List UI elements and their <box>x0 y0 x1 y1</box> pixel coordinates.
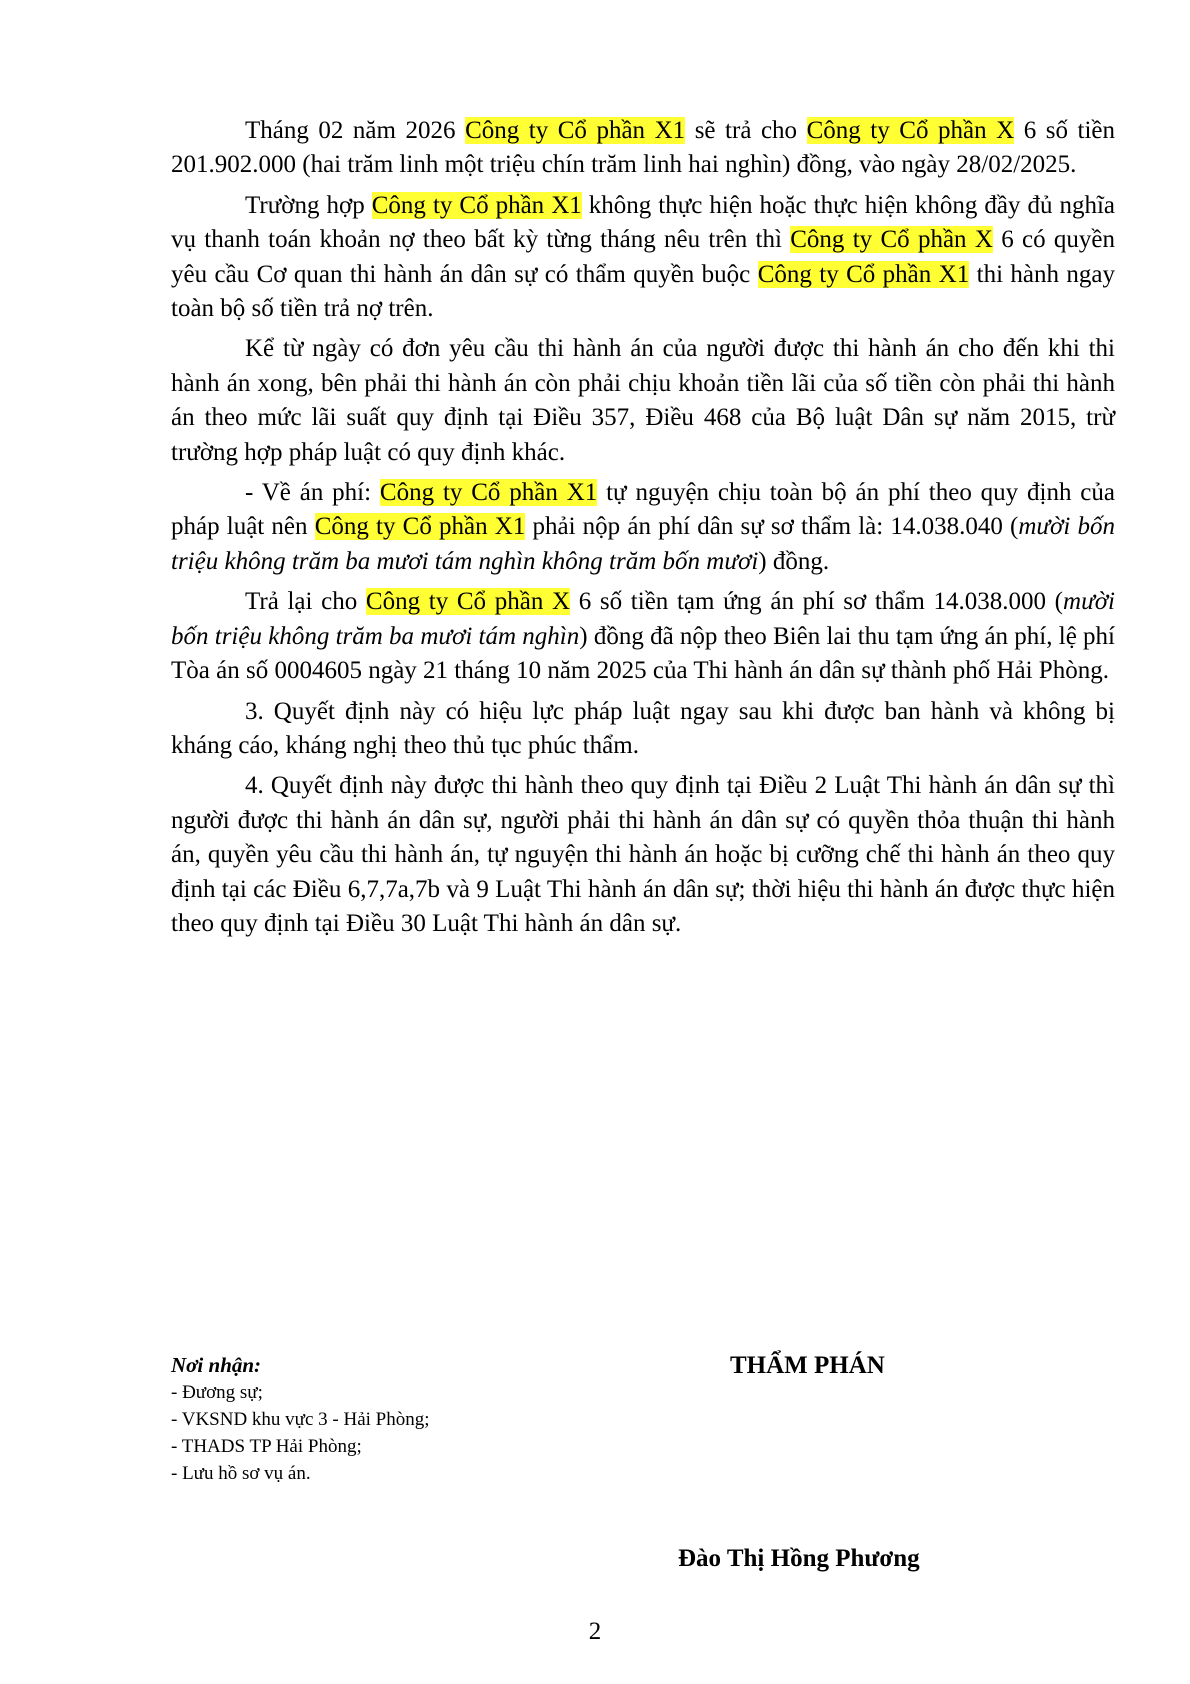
body-paragraph <box>171 189 1115 327</box>
paragraph-text: 3. Quyết định này có hiệu lực pháp luật ngay sau khi được ban hành và không bị kháng cáo, kháng nghị theo thủ tục phúc thẩm. <box>171 697 1115 759</box>
body-paragraph <box>171 585 1115 688</box>
recipient-item: - THADS TP Hải Phòng; <box>171 1436 362 1457</box>
recipient-item: - VKSND khu vực 3 - Hải Phòng; <box>171 1409 430 1430</box>
paragraph-text: Kể từ ngày có đơn yêu cầu thi hành án của người được thi hành án cho đến khi thi hành án xong, bên phải thi hành án còn phải chịu khoản tiền lãi của số tiền còn phải thi hành án theo mức lãi suất quy định tại Điều 357, Điều 468 của Bộ luật Dân sự năm 2015, trừ trường hợp pháp luật có quy định khác. <box>171 335 1115 466</box>
highlighted-party-name: Công ty Cổ phần X <box>365 588 571 616</box>
body-paragraph <box>171 332 1115 470</box>
paragraph-text: thi hành ngay toàn bộ số tiền trả nợ trên. <box>171 260 1116 323</box>
paragraph-text: 6 số tiền tạm ứng án phí sơ thẩm 14.038.000 ( <box>570 588 1064 616</box>
paragraph-text: - Về án phí: <box>245 479 380 507</box>
paragraph-text: Trường hợp <box>245 191 372 219</box>
body-paragraph <box>171 114 1115 183</box>
decision-body <box>171 114 1115 941</box>
highlighted-party-name: Công ty Cổ phần X <box>790 226 993 254</box>
paragraph-text: 6 số tiền 201.902.000 (hai trăm linh một triệu chín trăm linh hai nghìn) đồng, vào ngày 28/02/2025. <box>171 117 1116 179</box>
judge-name: Đào Thị Hồng Phương <box>678 1545 920 1572</box>
paragraph-text: ) đồng đã nộp theo Biên lai thu tạm ứng án phí, lệ phí Tòa án số 0004605 ngày 21 tháng 10 năm 2025 của Thi hành án dân sự thành phố Hải Phòng. <box>171 622 1115 685</box>
paragraph-text: không thực hiện hoặc thực hiện không đầy đủ nghĩa vụ thanh toán khoản nợ theo bất kỳ từng tháng nêu trên thì <box>171 191 1116 254</box>
page-number: 2 <box>588 1618 602 1645</box>
judge-title: THẨM PHÁN <box>730 1352 885 1379</box>
paragraph-text: tự nguyện chịu toàn bộ án phí theo quy định của pháp luật nên <box>171 479 1115 541</box>
recipients-block <box>171 1352 591 1487</box>
paragraph-text: sẽ trả cho <box>685 117 807 144</box>
highlighted-party-name: Công ty Cổ phần X1 <box>465 117 686 144</box>
highlighted-party-name: Công ty Cổ phần X1 <box>379 479 598 507</box>
body-paragraph <box>171 476 1115 579</box>
paragraph-text: 6 có quyền yêu cầu Cơ quan thi hành án dân sự có thẩm quyền buộc <box>171 226 1115 288</box>
highlighted-party-name: Công ty Cổ phần X1 <box>757 260 970 288</box>
paragraph-text: Trả lại cho <box>245 588 366 616</box>
recipient-item: - Đương sự; <box>171 1382 263 1403</box>
paragraph-text: 4. Quyết định này được thi hành theo quy định tại Điều 2 Luật Thi hành án dân sự thì người được thi hành án dân sự, người phải thi hành án dân sự có quyền thỏa thuận thi hành án, quyền yêu cầu thi hành án, tự nguyện thi hành án hoặc bị cưỡng chế thi hành án theo quy định tại các Điều 6,7,7a,7b và 9 Luật Thi hành án dân sự; thời hiệu thi hành án được thực hiện theo quy định tại Điều 30 Luật Thi hành án dân sự. <box>171 772 1115 937</box>
highlighted-party-name: Công ty Cổ phần X <box>806 117 1015 144</box>
highlighted-party-name: Công ty Cổ phần X1 <box>314 513 526 541</box>
recipient-item: - Lưu hồ sơ vụ án. <box>171 1463 311 1484</box>
body-paragraph <box>171 695 1115 764</box>
recipients-title: Nơi nhận: <box>171 1353 262 1377</box>
paragraph-text: mười bốn triệu không trăm ba mươi tám nghìn <box>171 588 1115 650</box>
body-paragraph <box>171 769 1115 941</box>
paragraph-text: Tháng 02 năm 2026 <box>245 117 466 144</box>
highlighted-party-name: Công ty Cổ phần X1 <box>371 191 582 219</box>
paragraph-text: mười bốn triệu không trăm ba mươi tám nghìn không trăm bốn mươi <box>171 513 1116 575</box>
paragraph-text: ) đồng. <box>758 547 830 575</box>
paragraph-text: phải nộp án phí dân sự sơ thẩm là: 14.038.040 ( <box>525 513 1019 541</box>
